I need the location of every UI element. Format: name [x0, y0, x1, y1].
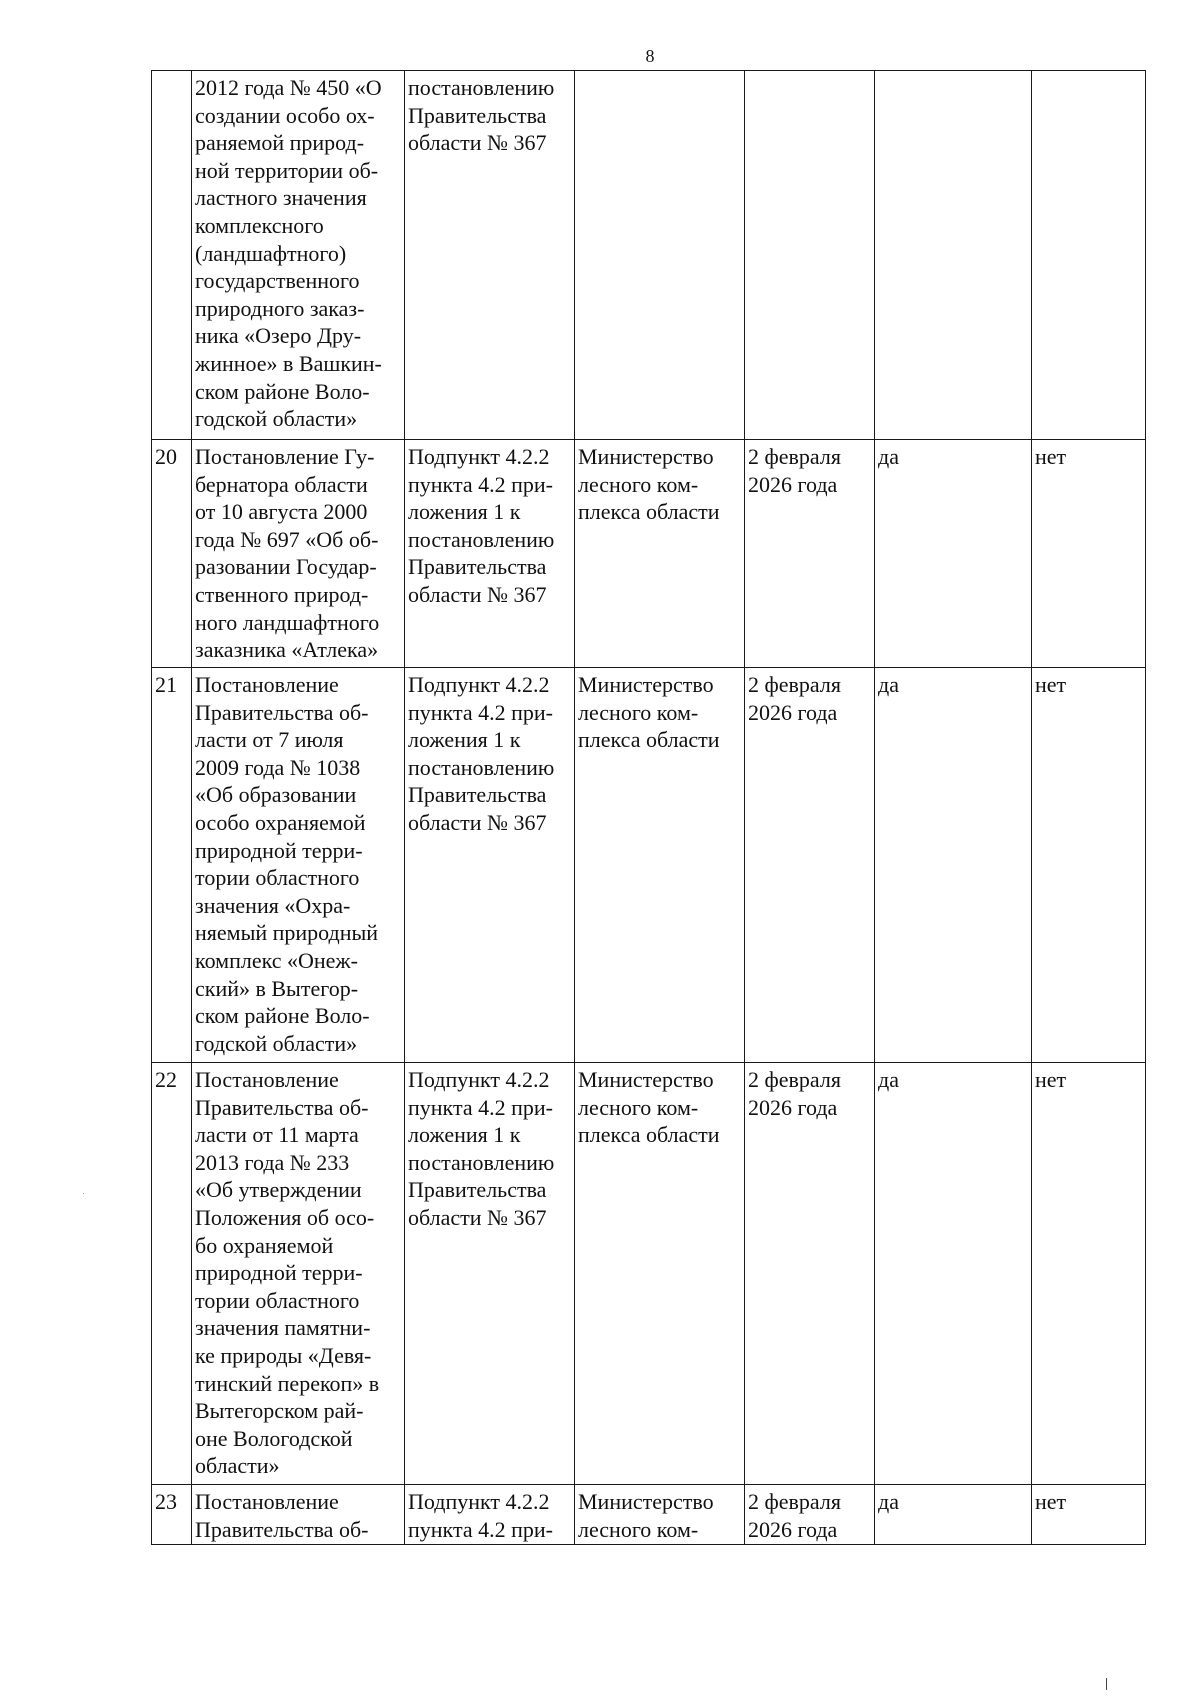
table-row [152, 1063, 1146, 1485]
text-line: 2026 года [748, 1516, 838, 1542]
cell-clause [405, 71, 575, 440]
cell-document [192, 440, 405, 668]
text-line: области № 367 [408, 581, 547, 607]
cell-col5: да [875, 668, 1032, 1063]
text-line: постановлению [408, 526, 555, 552]
text-line: 2 февраля [748, 444, 841, 469]
text-line: лесного ком- [578, 699, 699, 725]
text-line: природного заказ- [195, 295, 365, 321]
text-line: ском районе Воло- [195, 1003, 370, 1029]
cell-document [192, 1063, 405, 1485]
text-line: 2009 года № 1038 [195, 754, 361, 780]
text-line: ной территории об- [195, 157, 379, 183]
text-line: природной терри- [195, 1260, 363, 1286]
text-line: Подпункт 4.2.2 [408, 1489, 550, 1514]
text-line: государственного [195, 268, 360, 294]
text-line: области» [195, 1453, 280, 1479]
text-line: ложения 1 к [408, 499, 521, 525]
text-line: ложения 1 к [408, 1122, 521, 1148]
text-line: тории областного [195, 1287, 360, 1313]
text-line: 2026 года [748, 471, 838, 497]
cell-deadline [745, 1485, 875, 1545]
text-line: плекса области [578, 1122, 720, 1148]
text-line: Постановление [195, 672, 339, 697]
text-line: постановлению [408, 75, 555, 100]
text-line: пункта 4.2 при- [408, 1516, 553, 1542]
cell-row-number: 20 [152, 440, 192, 668]
text-line: Постановление Гу- [195, 444, 375, 469]
text-line: Министерство [578, 1067, 714, 1092]
table-row [152, 71, 1146, 440]
cell-col6: нет [1032, 440, 1146, 668]
text-line: бернатора области [195, 471, 368, 497]
text-line: ластного значения [195, 185, 367, 211]
cell-clause [405, 1063, 575, 1485]
text-line: ском районе Воло- [195, 378, 370, 404]
cell-deadline [745, 440, 875, 668]
text-line: Министерство [578, 444, 714, 469]
text-line: Вытегорском рай- [195, 1398, 364, 1424]
cell-row-number: 22 [152, 1063, 192, 1485]
text-line: бо охраняемой [195, 1232, 334, 1258]
text-line: области № 367 [408, 809, 547, 835]
text-line: значения «Охра- [195, 892, 351, 918]
text-line: ного ландшафтного [195, 609, 380, 635]
text-line: «Об утверждении [195, 1177, 362, 1203]
cell-row-number [152, 71, 192, 440]
text-line: 2 февраля [748, 672, 841, 697]
text-line: оне Вологодской [195, 1425, 353, 1451]
cell-document [192, 1485, 405, 1545]
text-line: Подпункт 4.2.2 [408, 444, 550, 469]
text-line: пункта 4.2 при- [408, 699, 553, 725]
cell-col6: нет [1032, 1485, 1146, 1545]
text-line: тинский перекоп» в [195, 1370, 380, 1396]
text-line: ника «Озеро Дру- [195, 323, 362, 349]
cell-row-number: 21 [152, 668, 192, 1063]
text-line: лесного ком- [578, 1516, 699, 1542]
text-line: Правительства об- [195, 1516, 369, 1542]
text-line: области № 367 [408, 130, 547, 156]
text-line: Правительства [408, 1177, 547, 1203]
cell-deadline [745, 1063, 875, 1485]
text-line: Постановление [195, 1067, 339, 1092]
cell-col5: да [875, 1063, 1032, 1485]
text-line: лесного ком- [578, 1094, 699, 1120]
text-line: заказника «Атлека» [195, 637, 379, 663]
cell-col5: да [875, 440, 1032, 668]
text-line: особо охраняемой [195, 809, 366, 835]
text-line: тории областного [195, 865, 360, 891]
cell-deadline [745, 71, 875, 440]
text-line: области № 367 [408, 1204, 547, 1230]
text-line: Правительства [408, 554, 547, 580]
text-line: природной терри- [195, 837, 363, 863]
text-line: раняемой природ- [195, 130, 365, 156]
text-line: ложения 1 к [408, 727, 521, 753]
text-line: ке природы «Девя- [195, 1342, 372, 1368]
text-line: ласти от 11 марта [195, 1122, 359, 1148]
text-line: няемый природный [195, 920, 379, 946]
text-line: от 10 августа 2000 [195, 499, 368, 525]
cell-authority [575, 1485, 745, 1545]
table-body [152, 71, 1146, 1545]
text-line: Правительства [408, 102, 547, 128]
cell-document [192, 668, 405, 1063]
text-line: разовании Государ- [195, 554, 377, 580]
text-line: лесного ком- [578, 471, 699, 497]
text-line: 2026 года [748, 699, 838, 725]
text-line: Постановление [195, 1489, 339, 1514]
cell-clause [405, 668, 575, 1063]
text-line: комплексного [195, 212, 324, 238]
text-line: года № 697 «Об об- [195, 526, 379, 552]
text-line: плекса области [578, 727, 720, 753]
cell-authority [575, 668, 745, 1063]
cell-col6: нет [1032, 1063, 1146, 1485]
text-line: 2 февраля [748, 1489, 841, 1514]
edge-tick [1106, 1678, 1107, 1690]
cell-col6: нет [1032, 668, 1146, 1063]
text-line: плекса области [578, 499, 720, 525]
cell-deadline [745, 668, 875, 1063]
regulations-table [151, 70, 1146, 1545]
table-row [152, 1485, 1146, 1545]
cell-col5 [875, 71, 1032, 440]
text-line: «Об образовании [195, 782, 357, 808]
text-line: 2026 года [748, 1094, 838, 1120]
text-line: (ландшафтного) [195, 240, 347, 266]
text-line: постановлению [408, 1149, 555, 1175]
cell-row-number: 23 [152, 1485, 192, 1545]
cell-col6 [1032, 71, 1146, 440]
cell-authority [575, 71, 745, 440]
text-line: значения памятни- [195, 1315, 371, 1341]
text-line: 2012 года № 450 «О [195, 75, 382, 100]
text-line: пункта 4.2 при- [408, 1094, 553, 1120]
text-line: годской области» [195, 406, 358, 432]
scan-mark [83, 1193, 84, 1194]
text-line: пункта 4.2 при- [408, 471, 553, 497]
text-line: создании особо ох- [195, 102, 375, 128]
cell-clause [405, 1485, 575, 1545]
cell-document [192, 71, 405, 440]
text-line: ственного природ- [195, 581, 369, 607]
cell-clause [405, 440, 575, 668]
cell-authority [575, 1063, 745, 1485]
text-line: 2013 года № 233 [195, 1149, 350, 1175]
text-line: Правительства [408, 782, 547, 808]
table-row [152, 668, 1146, 1063]
text-line: Подпункт 4.2.2 [408, 672, 550, 697]
text-line: ский» в Вытегор- [195, 975, 359, 1001]
text-line: Правительства об- [195, 699, 369, 725]
text-line: годской области» [195, 1030, 358, 1056]
text-line: Министерство [578, 1489, 714, 1514]
text-line: ласти от 7 июля [195, 727, 344, 753]
text-line: Министерство [578, 672, 714, 697]
text-line: Положения об осо- [195, 1204, 375, 1230]
text-line: постановлению [408, 754, 555, 780]
cell-col5: да [875, 1485, 1032, 1545]
text-line: 2 февраля [748, 1067, 841, 1092]
text-line: Подпункт 4.2.2 [408, 1067, 550, 1092]
text-line: Правительства об- [195, 1094, 369, 1120]
text-line: жинное» в Вашкин- [195, 350, 382, 376]
text-line: комплекс «Онеж- [195, 947, 358, 973]
page-number: 8 [645, 46, 655, 66]
table-row [152, 440, 1146, 668]
cell-authority [575, 440, 745, 668]
